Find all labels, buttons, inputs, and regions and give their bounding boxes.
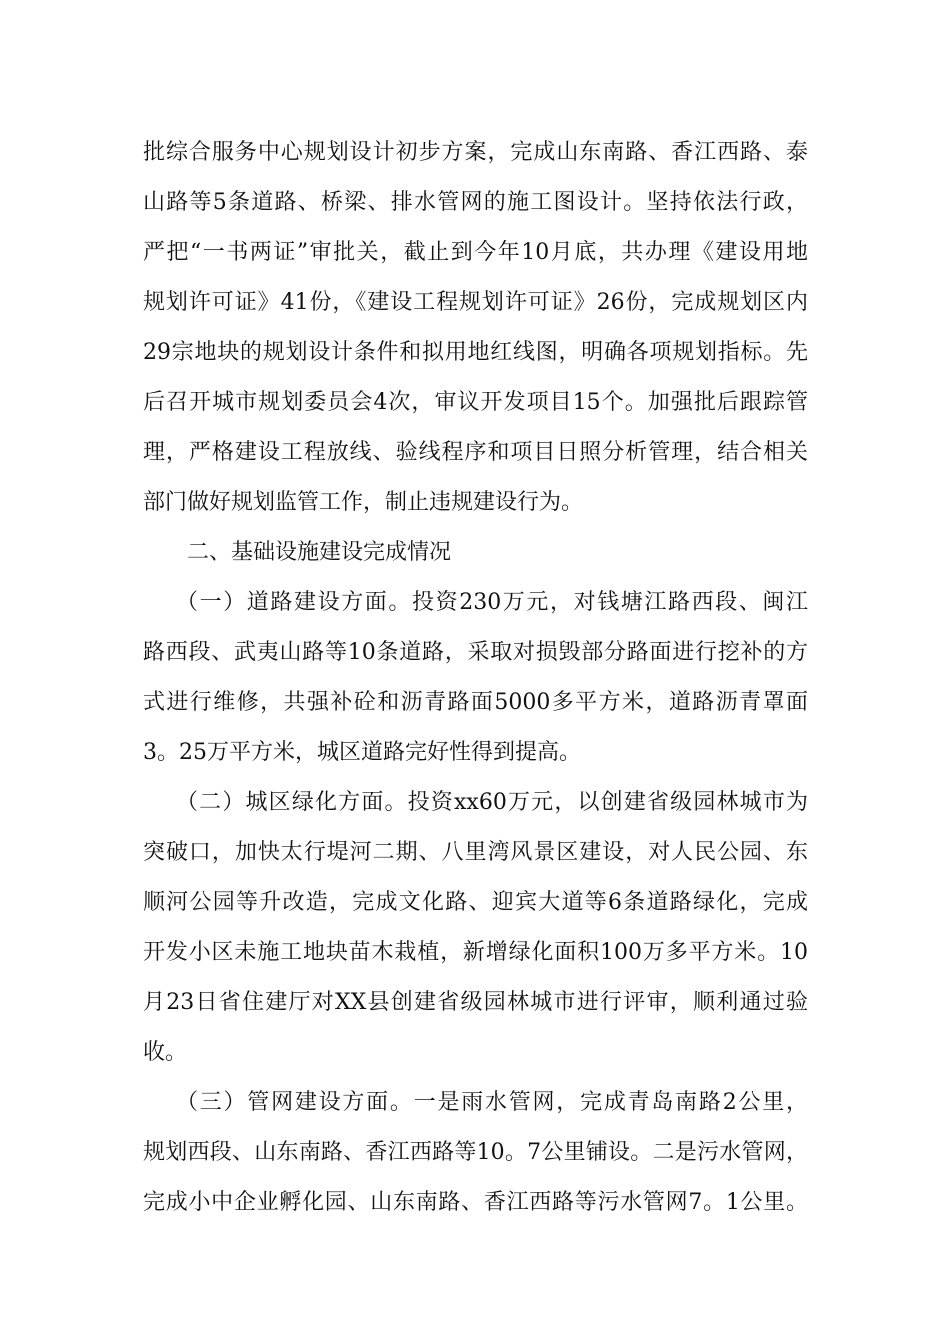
section-heading: 二、基础设施建设完成情况 [187,540,452,565]
paragraph-line: 规划许可证》41份，《建设工程规划许可证》26份，完成规划区内 [143,290,808,315]
paragraph-line: 批综合服务中心规划设计初步方案，完成山东南路、香江西路、泰 [143,140,808,165]
paragraph-line: 收。 [143,1040,188,1065]
paragraph-line: 3。25万平方米，城区道路完好性得到提高。 [143,740,581,765]
paragraph-line: 规划西段、山东南路、香江西路等10。7公里铺设。二是污水管网， [143,1140,808,1165]
paragraph-line: 后召开城市规划委员会4次，审议开发项目15个。加强批后跟踪管 [143,390,808,415]
paragraph-line: （三）管网建设方面。一是雨水管网，完成青岛南路2公里， [176,1090,808,1115]
paragraph-line: 式进行维修，共强补砼和沥青路面5000多平方米，道路沥青罩面 [143,690,808,715]
paragraph-line: （一）道路建设方面。投资230万元，对钱塘江路西段、闽江 [176,590,808,615]
paragraph-line: 29宗地块的规划设计条件和拟用地红线图，明确各项规划指标。先 [143,340,808,365]
paragraph-line: （二）城区绿化方面。投资xx60万元，以创建省级园林城市为 [176,790,808,815]
paragraph-line: 山路等5条道路、桥梁、排水管网的施工图设计。坚持依法行政， [143,190,808,215]
paragraph-line: 开发小区未施工地块苗木栽植，新增绿化面积100万多平方米。10 [143,940,808,965]
paragraph-line: 月23日省住建厅对XX县创建省级园林城市进行评审，顺利通过验 [143,990,808,1015]
paragraph-line: 严把“一书两证”审批关，截止到今年10月底，共办理《建设用地 [143,240,808,265]
paragraph-line: 突破口，加快太行堤河二期、八里湾风景区建设，对人民公园、东 [143,840,808,865]
paragraph-line: 完成小中企业孵化园、山东南路、香江西路等污水管网7。1公里。 [143,1190,808,1215]
paragraph-line: 理，严格建设工程放线、验线程序和项目日照分析管理，结合相关 [143,440,808,465]
paragraph-line: 部门做好规划监管工作，制止违规建设行为。 [143,490,584,515]
paragraph-line: 顺河公园等升改造，完成文化路、迎宾大道等6条道路绿化，完成 [143,890,808,915]
paragraph-line: 路西段、武夷山路等10条道路，采取对损毁部分路面进行挖补的方 [143,640,808,665]
